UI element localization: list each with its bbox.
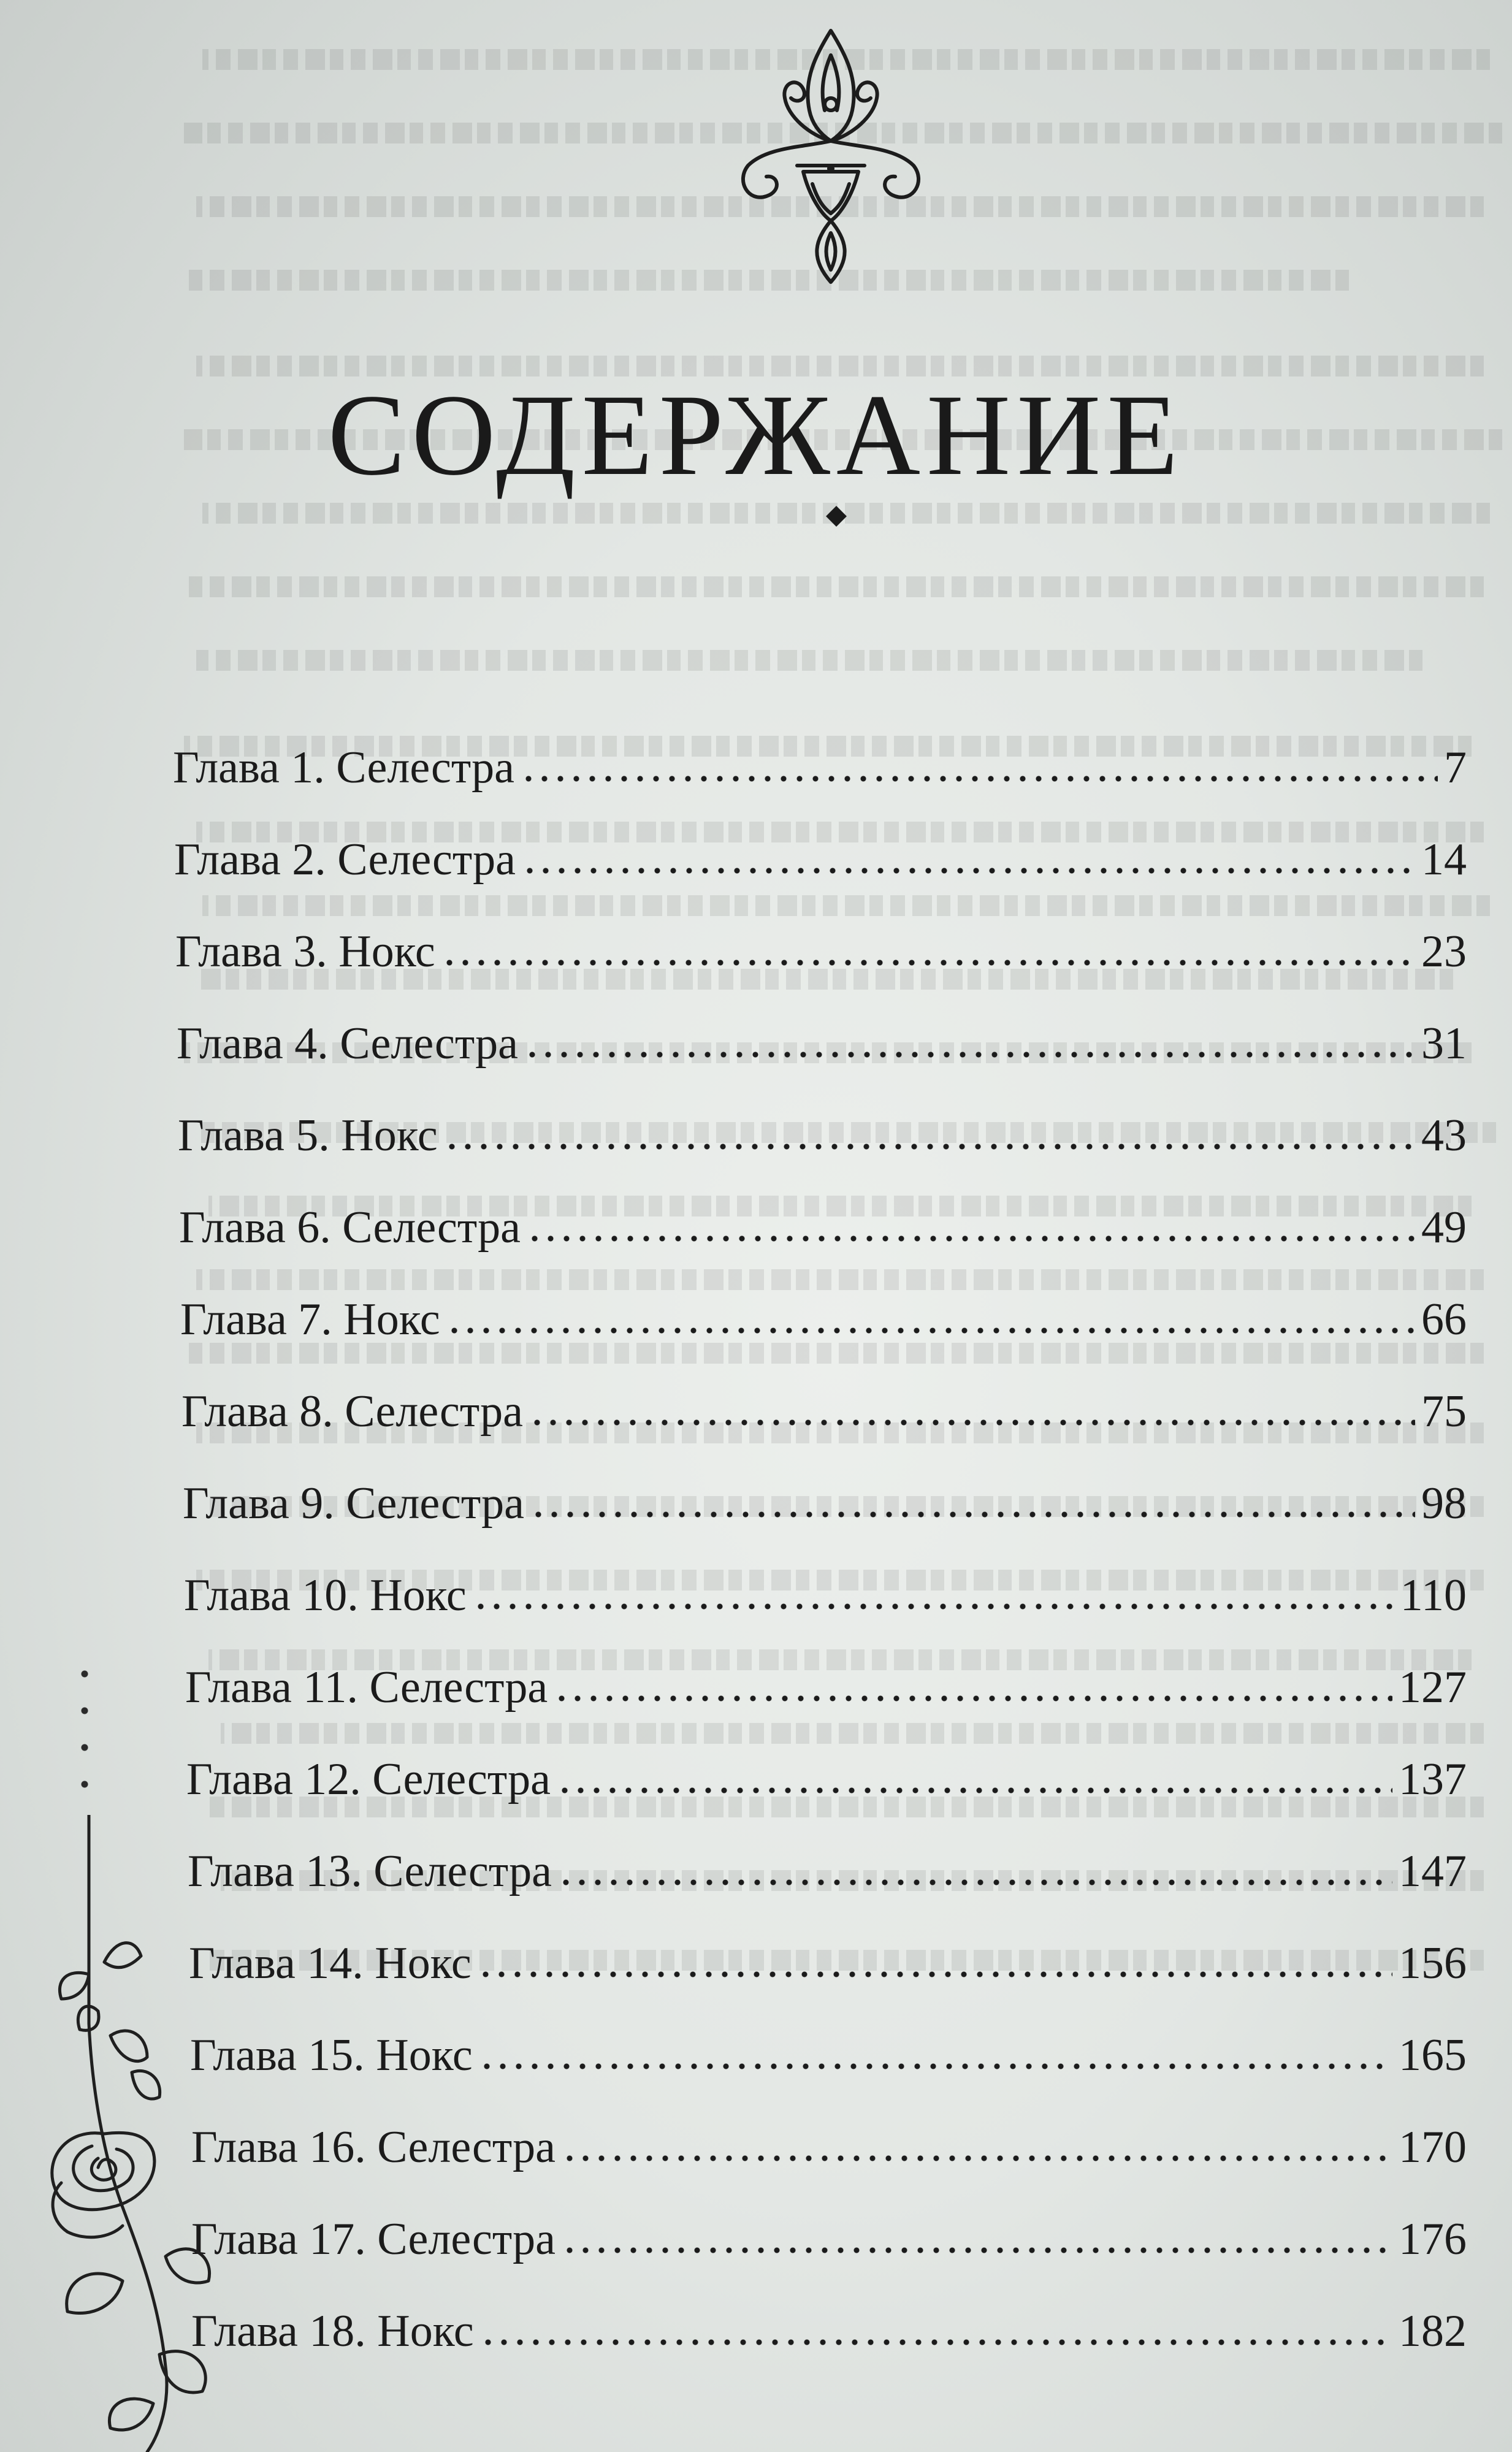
toc-entry-label: Глава 5. Нокс <box>178 1110 438 1161</box>
toc-entry <box>185 1662 1467 1713</box>
toc-entry-label: Глава 15. Нокс <box>190 2030 473 2080</box>
toc-entry-page: 110 <box>1400 1570 1467 1621</box>
toc-entry-page: 137 <box>1399 1754 1467 1805</box>
toc-entry-label: Глава 12. Селестра <box>186 1754 551 1805</box>
toc-entry-label: Глава 18. Нокс <box>191 2306 474 2356</box>
toc-entry <box>180 1294 1467 1345</box>
toc-leader-dots <box>558 1879 1392 1885</box>
toc-entry <box>188 1846 1467 1896</box>
toc-entry <box>177 1018 1467 1069</box>
toc-entry <box>179 1202 1467 1253</box>
toc-leader-dots <box>522 868 1415 874</box>
toc-entry <box>174 835 1467 885</box>
rose-vine-decoration-icon <box>25 1815 221 2452</box>
toc-entry-label: Глава 3. Нокс <box>175 926 435 977</box>
toc-leader-dots <box>562 2247 1392 2253</box>
toc-entry-label: Глава 1. Селестра <box>173 743 514 793</box>
toc-entry-label: Глава 8. Селестра <box>181 1386 523 1437</box>
toc-entry-label: Глава 17. Селестра <box>191 2214 556 2264</box>
toc-entry-label: Глава 11. Селестра <box>185 1662 548 1713</box>
toc-leader-dots <box>441 960 1415 966</box>
toc-leader-dots <box>554 1695 1392 1702</box>
toc-entry-label: Глава 2. Селестра <box>174 835 516 885</box>
toc-entry <box>189 1938 1467 1988</box>
toc-entry-page: 170 <box>1399 2122 1467 2172</box>
toc-leader-dots <box>480 2339 1392 2345</box>
toc-entry-page: 75 <box>1421 1386 1467 1437</box>
toc-leader-dots <box>521 776 1438 782</box>
toc-leader-dots <box>444 1144 1415 1150</box>
toc-entry-label: Глава 9. Селестра <box>183 1478 524 1529</box>
toc-entry <box>181 1386 1467 1437</box>
toc-leader-dots <box>473 1603 1394 1610</box>
toc-entry-label: Глава 7. Нокс <box>180 1294 440 1345</box>
toc-leader-dots <box>530 1511 1415 1518</box>
toc-leader-dots <box>529 1419 1415 1426</box>
toc-entry-page: 182 <box>1399 2306 1467 2356</box>
toc-entry-label: Глава 13. Селестра <box>188 1846 552 1896</box>
toc-entry <box>190 2030 1467 2080</box>
toc-leader-dots <box>562 2155 1392 2161</box>
toc-leader-dots <box>479 2063 1392 2069</box>
toc-entry-label: Глава 14. Нокс <box>189 1938 472 1988</box>
toc-entry-page: 43 <box>1421 1110 1467 1161</box>
toc-entry-page: 127 <box>1399 1662 1467 1713</box>
toc-entry <box>186 1754 1467 1805</box>
toc-leader-dots <box>478 1971 1392 1977</box>
toc-entry-page: 156 <box>1399 1938 1467 1988</box>
toc-entry-page: 14 <box>1421 835 1467 885</box>
toc-leader-dots <box>446 1327 1415 1334</box>
toc-entry-label: Глава 4. Селестра <box>177 1018 518 1069</box>
toc-entry-page: 31 <box>1421 1018 1467 1069</box>
toc-entry-page: 66 <box>1421 1294 1467 1345</box>
toc-entry-page: 23 <box>1421 926 1467 977</box>
toc-leader-dots <box>527 1236 1415 1242</box>
margin-dots-decoration <box>80 1656 90 1803</box>
toc-entry-page: 176 <box>1399 2214 1467 2264</box>
toc-entry-label: Глава 10. Нокс <box>184 1570 467 1621</box>
toc-entry <box>191 2122 1467 2172</box>
toc-entry-page: 98 <box>1421 1478 1467 1529</box>
page-title: СОДЕРЖАНИЕ <box>327 371 1185 500</box>
toc-entry-page: 165 <box>1399 2030 1467 2080</box>
toc-entry <box>178 1110 1467 1161</box>
toc-entry-page: 49 <box>1421 1202 1467 1253</box>
toc-entry-page: 7 <box>1444 743 1467 793</box>
toc-entry <box>184 1570 1467 1621</box>
toc-entry <box>173 743 1467 793</box>
toc-entry-page: 147 <box>1399 1846 1467 1896</box>
toc-entry-label: Глава 16. Селестра <box>191 2122 556 2172</box>
toc-entry <box>191 2214 1467 2264</box>
toc-entry-label: Глава 6. Селестра <box>179 1202 521 1253</box>
toc-entry <box>175 926 1467 977</box>
toc-leader-dots <box>524 1052 1415 1058</box>
toc-leader-dots <box>557 1787 1392 1793</box>
toc-entry <box>191 2306 1467 2356</box>
toc-entry <box>183 1478 1467 1529</box>
